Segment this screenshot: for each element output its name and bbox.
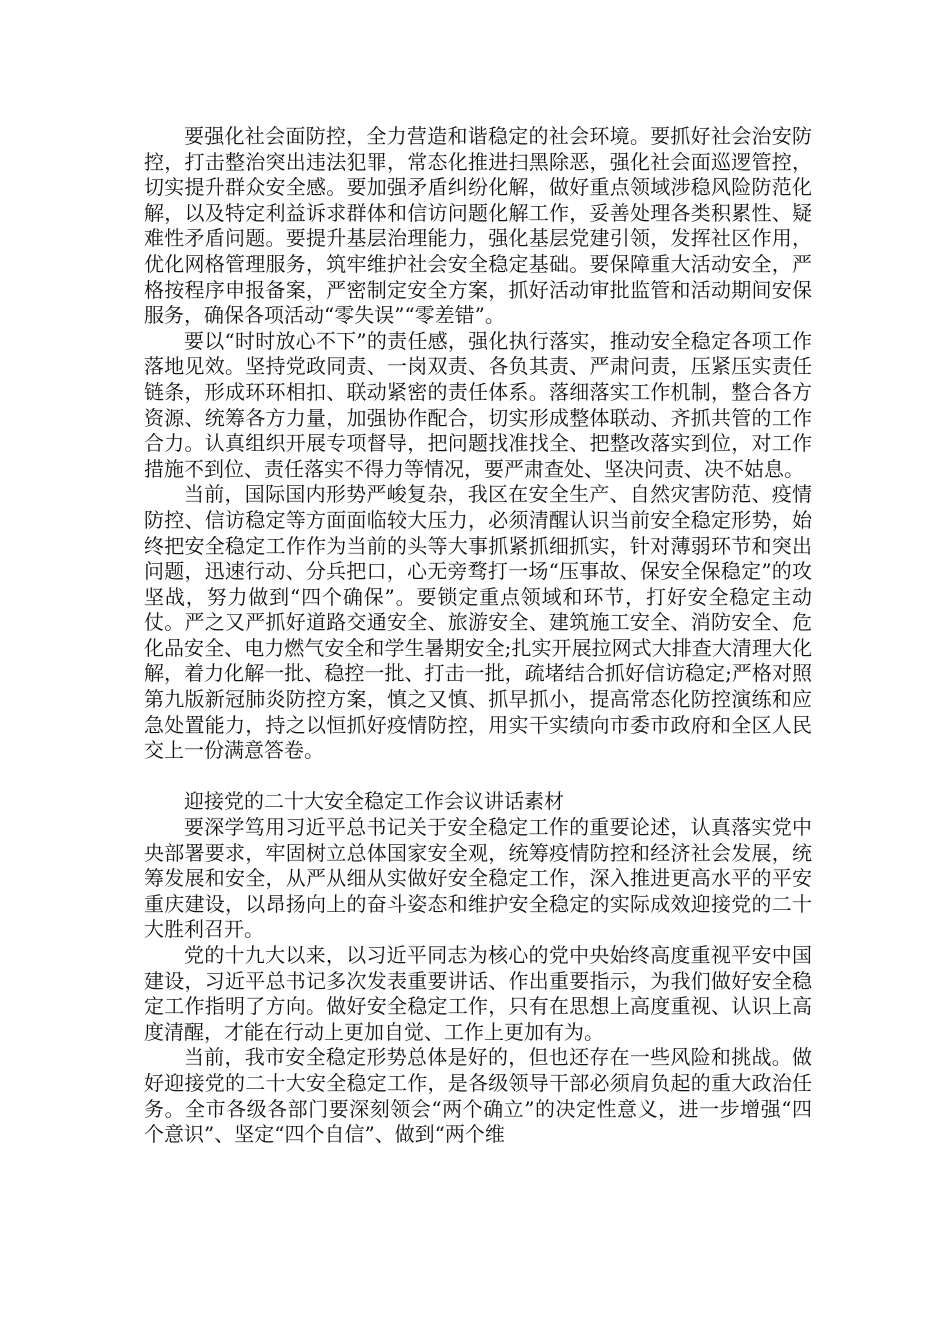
- body-paragraph: 要强化社会面防控，全力营造和谐稳定的社会环境。要抓好社会治安防控，打击整治突出违法犯罪，常态化推进扫黑除恶，强化社会面巡逻管控，切实提升群众安全感。要加强矛盾纠纷化解，做好重点领域涉稳风险防范化解，以及特定利益诉求群体和信访问题化解工作，妥善处理各类积累性、疑难性矛盾问题。要提升基层治理能力，强化基层党建引领，发挥社区作用，优化网格管理服务，筑牢维护社会安全稳定基础。要保障重大活动安全，严格按程序申报备案，严密制定安全方案，抓好活动审批监管和活动期间安保服务，确保各项活动“零失误”“零差错”。: [144, 124, 812, 328]
- body-paragraph: 要深学笃用习近平总书记关于安全稳定工作的重要论述，认真落实党中央部署要求，牢固树立总体国家安全观，统筹疫情防控和经济社会发展，统筹发展和安全，从严从细从实做好安全稳定工作，深入推进更高水平的平安重庆建设，以昂扬向上的奋斗姿态和维护安全稳定的实际成效迎接党的二十大胜利召开。: [144, 815, 812, 942]
- body-paragraph: 当前，我市安全稳定形势总体是好的，但也还存在一些风险和挑战。做好迎接党的二十大安全稳定工作，是各级领导干部必须肩负起的重大政治任务。全市各级各部门要深刻领会“两个确立”的决定性意义，进一步增强“四个意识”、坚定“四个自信”、做到“两个维: [144, 1045, 812, 1147]
- section-title: 迎接党的二十大安全稳定工作会议讲话素材: [184, 789, 564, 814]
- document-page: [144, 124, 812, 1148]
- body-paragraph: 党的十九大以来，以习近平同志为核心的党中央始终高度重视平安中国建设，习近平总书记多次发表重要讲话、作出重要指示，为我们做好安全稳定工作指明了方向。做好安全稳定工作，只有在思想上高度重视、认识上高度清醒，才能在行动上更加自觉、工作上更加有为。: [144, 943, 812, 1044]
- body-paragraph: 当前，国际国内形势严峻复杂，我区在安全生产、自然灾害防范、疫情防控、信访稳定等方面面临较大压力，必须清醒认识当前安全稳定形势，始终把安全稳定工作作为当前的头等大事抓紧抓细抓实，针对薄弱环节和突出问题，迅速行动、分兵把口，心无旁骛打一场“压事故、保安全保稳定”的攻坚战，努力做到“四个确保”。要锁定重点领域和环节，打好安全稳定主动仗。严之又严抓好道路交通安全、旅游安全、建筑施工安全、消防安全、危化品安全、电力燃气安全和学生暑期安全;扎实开展拉网式大排查大清理大化解，着力化解一批、稳控一批、打击一批，疏堵结合抓好信访稳定;严格对照第九版新冠肺炎防控方案，慎之又慎、抓早抓小，提高常态化防控演练和应急处置能力，持之以恒抓好疫情防控，用实干实绩向市委市政府和全区人民交上一份满意答卷。: [144, 482, 812, 763]
- body-paragraph: 要以“时时放心不下”的责任感，强化执行落实，推动安全稳定各项工作落地见效。坚持党政同责、一岗双责、各负其责、严肃问责，压紧压实责任链条，形成环环相扣、联动紧密的责任体系。落细落实工作机制，整合各方资源、统筹各方力量，加强协作配合，切实形成整体联动、齐抓共管的工作合力。认真组织开展专项督导，把问题找准找全、把整改落实到位，对工作措施不到位、责任落实不得力等情况，要严肃查处、坚决问责、决不姑息。: [144, 328, 812, 481]
